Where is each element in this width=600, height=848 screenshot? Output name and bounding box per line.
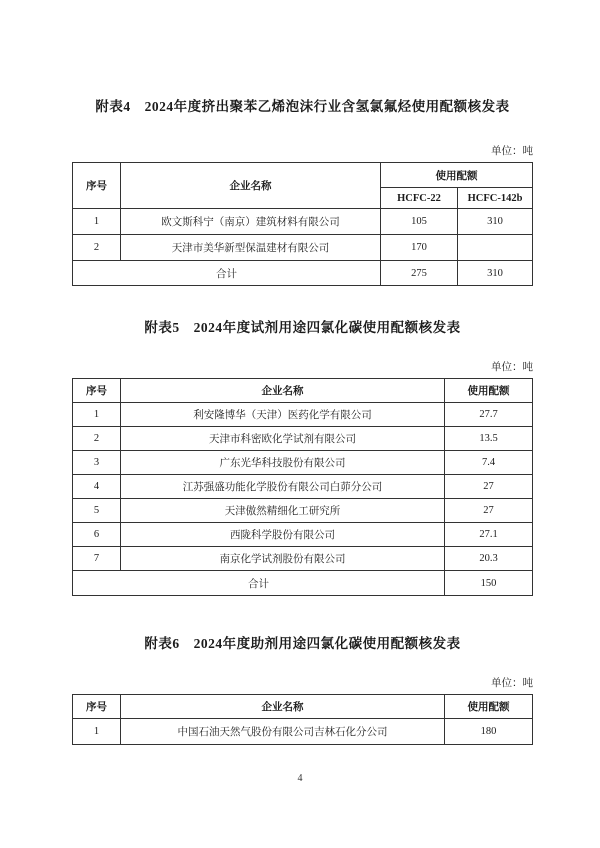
cell-index: 4 <box>73 475 121 499</box>
section-title-annex-6: 附表6 2024年度助剂用途四氯化碳使用配额核发表 <box>144 636 461 651</box>
cell-hcfc142b: 310 <box>458 209 533 235</box>
table-row <box>73 235 533 261</box>
cell-quota: 27.7 <box>445 403 533 427</box>
cell-index: 5 <box>73 499 121 523</box>
table-row <box>73 427 533 451</box>
cell-company: 天津市美华新型保温建材有限公司 <box>121 235 381 261</box>
cell-index: 1 <box>73 403 121 427</box>
table-row <box>73 547 533 571</box>
section-annex-6 <box>72 634 533 745</box>
column-header-hcfc22: HCFC-22 <box>381 188 458 209</box>
cell-company: 南京化学试剂股份有限公司 <box>121 547 445 571</box>
table-header-row <box>73 695 533 719</box>
table-header-row <box>73 379 533 403</box>
cell-company: 广东光华科技股份有限公司 <box>121 451 445 475</box>
column-header-hcfc142b: HCFC-142b <box>458 188 533 209</box>
cell-index: 1 <box>73 209 121 235</box>
cell-hcfc22: 105 <box>381 209 458 235</box>
cell-quota: 27.1 <box>445 523 533 547</box>
cell-index: 2 <box>73 427 121 451</box>
quota-table-annex-4 <box>72 162 533 286</box>
column-header-quota-group: 使用配额 <box>381 163 533 188</box>
cell-quota: 27 <box>445 475 533 499</box>
quota-table-annex-6 <box>72 694 533 745</box>
cell-hcfc142b <box>458 235 533 261</box>
table-row <box>73 209 533 235</box>
section-annex-4 <box>72 97 533 286</box>
unit-label: 单位：吨 <box>491 146 533 157</box>
column-header-company: 企业名称 <box>121 695 445 719</box>
cell-company: 江苏强盛功能化学股份有限公司白茆分公司 <box>121 475 445 499</box>
table-row <box>73 719 533 745</box>
section-annex-5 <box>72 318 533 596</box>
total-label: 合计 <box>73 261 381 286</box>
section-title-annex-4: 附表4 2024年度挤出聚苯乙烯泡沫行业含氢氯氟烃使用配额核发表 <box>95 99 510 114</box>
section-title-annex-5: 附表5 2024年度试剂用途四氯化碳使用配额核发表 <box>144 320 461 335</box>
cell-quota: 20.3 <box>445 547 533 571</box>
cell-index: 3 <box>73 451 121 475</box>
table-header-row <box>73 163 533 188</box>
cell-index: 1 <box>73 719 121 745</box>
cell-index: 2 <box>73 235 121 261</box>
total-quota: 150 <box>445 571 533 596</box>
cell-company: 西陇科学股份有限公司 <box>121 523 445 547</box>
table-row <box>73 475 533 499</box>
cell-company: 利安隆博华（天津）医药化学有限公司 <box>121 403 445 427</box>
cell-quota: 13.5 <box>445 427 533 451</box>
column-header-index: 序号 <box>73 379 121 403</box>
total-label: 合计 <box>73 571 445 596</box>
cell-company: 欧文斯科宁（南京）建筑材料有限公司 <box>121 209 381 235</box>
cell-hcfc22: 170 <box>381 235 458 261</box>
quota-table-annex-5 <box>72 378 533 596</box>
column-header-quota: 使用配额 <box>445 379 533 403</box>
table-row <box>73 403 533 427</box>
page-number: 4 <box>297 773 303 784</box>
cell-company: 天津傲然精细化工研究所 <box>121 499 445 523</box>
total-hcfc142b: 310 <box>458 261 533 286</box>
column-header-company: 企业名称 <box>121 379 445 403</box>
cell-quota: 7.4 <box>445 451 533 475</box>
total-hcfc22: 275 <box>381 261 458 286</box>
unit-label: 单位：吨 <box>491 362 533 373</box>
total-row <box>73 571 533 596</box>
table-row <box>73 523 533 547</box>
column-header-company: 企业名称 <box>121 163 381 209</box>
table-row <box>73 451 533 475</box>
cell-quota: 180 <box>445 719 533 745</box>
cell-quota: 27 <box>445 499 533 523</box>
cell-company: 中国石油天然气股份有限公司吉林石化分公司 <box>121 719 445 745</box>
total-row <box>73 261 533 286</box>
column-header-index: 序号 <box>73 695 121 719</box>
unit-label: 单位：吨 <box>491 678 533 689</box>
column-header-quota: 使用配额 <box>445 695 533 719</box>
column-header-index: 序号 <box>73 163 121 209</box>
cell-company: 天津市科密欧化学试剂有限公司 <box>121 427 445 451</box>
table-row <box>73 499 533 523</box>
cell-index: 6 <box>73 523 121 547</box>
cell-index: 7 <box>73 547 121 571</box>
